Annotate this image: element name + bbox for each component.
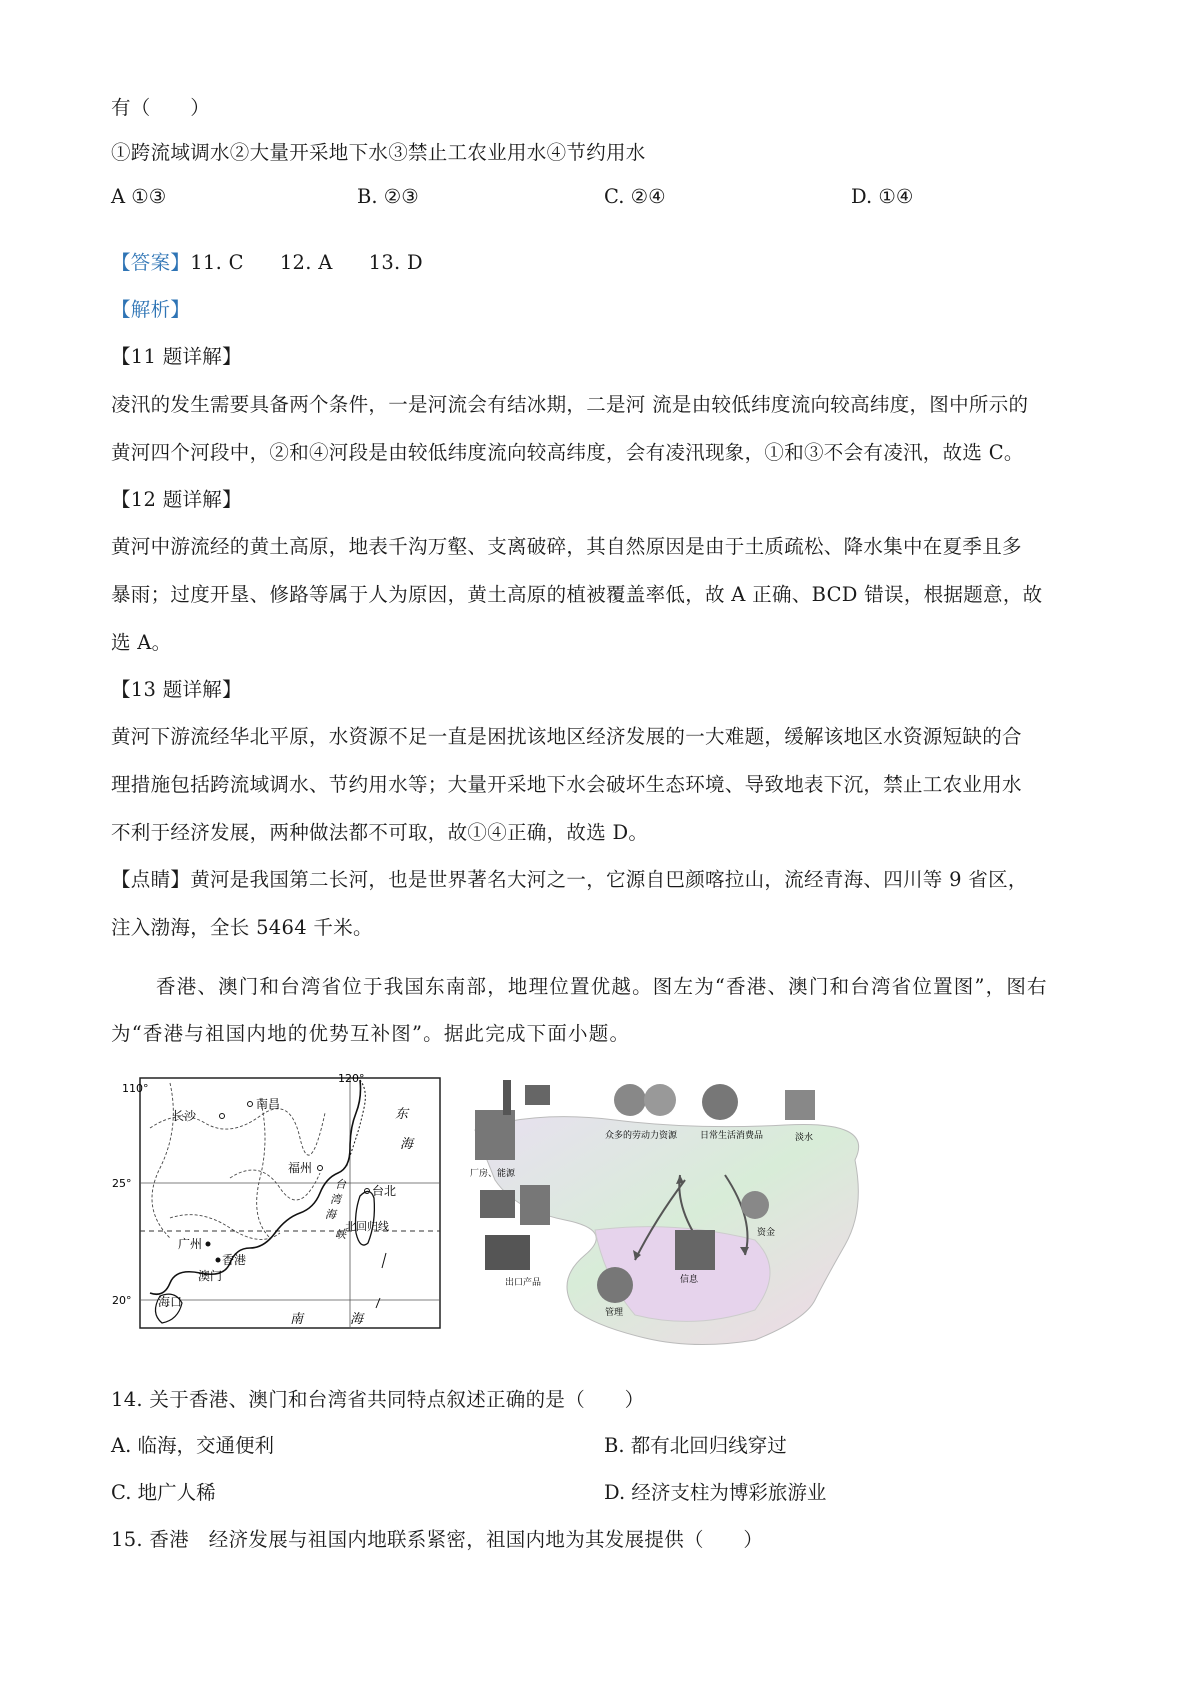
strait-label: 台 (335, 1178, 346, 1191)
lat-label: 20° (112, 1294, 132, 1307)
q11-heading: 【11 题详解】 (111, 345, 242, 368)
q13-line: 不利于经济发展，两种做法都不可取，故①④正确，故选 D。 (111, 821, 649, 844)
map-label: 众多的劳动力资源 (605, 1131, 678, 1141)
q12-line: 选 A。 (111, 631, 172, 654)
answer-item: 11. C (190, 251, 244, 274)
worker-icon (614, 1084, 646, 1116)
note-line: 【点睛】黄河是我国第二长河，也是世界著名大河之一，它源自巴颜喀拉山，流经青海、四川等 9 省区， (111, 868, 1028, 891)
sea-label: 东 (395, 1107, 409, 1122)
q13-heading: 【13 题详解】 (111, 678, 242, 701)
question-stem-tail: 有（ ） (111, 96, 211, 119)
location-map-svg (110, 1068, 450, 1340)
passage-line: 为“香港与祖国内地的优势互补图”。据此完成下面小题。 (111, 1022, 631, 1045)
lat-label: 25° (112, 1177, 132, 1190)
answer-line (111, 250, 423, 276)
location-map (110, 1068, 450, 1340)
q13-line: 黄河下游流经华北平原，水资源不足一直是困扰该地区经济发展的一大难题，缓解该地区水资源短缺的合 (111, 725, 1022, 748)
option-b: B. 都有北回归线穿过 (604, 1434, 787, 1457)
export-goods-icon (480, 1190, 515, 1218)
city-label: 福州 (288, 1161, 313, 1175)
lon-label: 110° (122, 1082, 149, 1095)
option-c: C. 地广人稀 (111, 1481, 216, 1504)
note-line: 注入渤海，全长 5464 千米。 (111, 916, 373, 939)
complement-map (455, 1070, 905, 1355)
strait-label: 峡 (335, 1228, 346, 1241)
map-label: 出口产品 (505, 1278, 542, 1288)
complement-map-svg (455, 1070, 905, 1355)
option-d: D. 经济支柱为博彩旅游业 (604, 1481, 827, 1504)
analysis-tag: 【解析】 (111, 298, 191, 321)
sea-label: 南 (290, 1312, 304, 1327)
map-label: 厂房、能源 (470, 1169, 516, 1179)
tropic-label: 北回归线 (345, 1220, 389, 1233)
capital-icon (741, 1191, 769, 1219)
city-label: 海口 (158, 1295, 183, 1309)
note-tag: 【点睛】 (111, 868, 191, 891)
map-label: 管理 (605, 1308, 624, 1318)
factory-icon (475, 1110, 515, 1160)
passage-line: 香港、澳门和台湾省位于我国东南部，地理位置优越。图左为“香港、澳门和台湾省位置图”，图右 (156, 975, 1048, 998)
city-label: 澳门 (198, 1269, 223, 1283)
city-label: 南昌 (256, 1097, 281, 1111)
strait-label: 湾 (330, 1193, 341, 1206)
option-d: D. ①④ (851, 185, 914, 208)
sea-label: 海 (350, 1312, 364, 1327)
answer-item: 13. D (368, 251, 423, 274)
option-c: C. ②④ (604, 185, 666, 208)
info-icon (675, 1230, 715, 1270)
q11-line: 黄河四个河段中，②和④河段是由较低纬度流向较高纬度，会有凌汛现象，①和③不会有凌汛，故选 C。 (111, 441, 1024, 464)
map-label: 日常生活消费品 (700, 1131, 764, 1141)
city-label: 香港 (222, 1253, 247, 1267)
city-label: 广州 (178, 1237, 203, 1251)
option-a: A. 临海，交通便利 (111, 1434, 274, 1457)
city-label: 长沙 (172, 1109, 197, 1123)
q12-line: 黄河中游流经的黄土高原，地表千沟万壑、支离破碎，其自然原因是由于土质疏松、降水集中在夏季且多 (111, 535, 1022, 558)
q12-line: 暴雨；过度开垦、修路等属于人为原因，黄土高原的植被覆盖率低，故 A 正确、BCD 错误，根据题意，故 (111, 583, 1043, 606)
q13-line: 理措施包括跨流域调水、节约用水等；大量开采地下水会破坏生态环境、导致地表下沉，禁止工农业用水 (111, 773, 1022, 796)
consumer-goods-icon (702, 1084, 738, 1120)
strait-label: 海 (325, 1208, 336, 1221)
option-a: A ①③ (111, 185, 167, 208)
option-b: B. ②③ (357, 185, 419, 208)
answer-tag: 【答案】 (111, 251, 191, 274)
map-label: 淡水 (795, 1133, 814, 1143)
q12-heading: 【12 题详解】 (111, 488, 242, 511)
map-label: 信息 (680, 1275, 699, 1285)
management-icon (597, 1267, 633, 1303)
answer-item: 12. A (279, 251, 333, 274)
q14-stem: 14. 关于香港、澳门和台湾省共同特点叙述正确的是（ ） (111, 1388, 645, 1411)
question-statements: ①跨流域调水②大量开采地下水③禁止工农业用水④节约用水 (111, 141, 646, 164)
lon-label: 120° (338, 1072, 365, 1085)
city-label: 台北 (372, 1184, 397, 1198)
q15-stem: 15. 香港 经济发展与祖国内地联系紧密，祖国内地为其发展提供（ ） (111, 1528, 764, 1551)
power-icon (525, 1085, 550, 1105)
q11-line: 凌汛的发生需要具备两个条件，一是河流会有结冰期，二是河 流是由较低纬度流向较高纬度，图中所示的 (111, 393, 1029, 416)
map-label: 资金 (757, 1228, 776, 1238)
water-icon (785, 1090, 815, 1120)
sea-label: 海 (400, 1137, 414, 1152)
